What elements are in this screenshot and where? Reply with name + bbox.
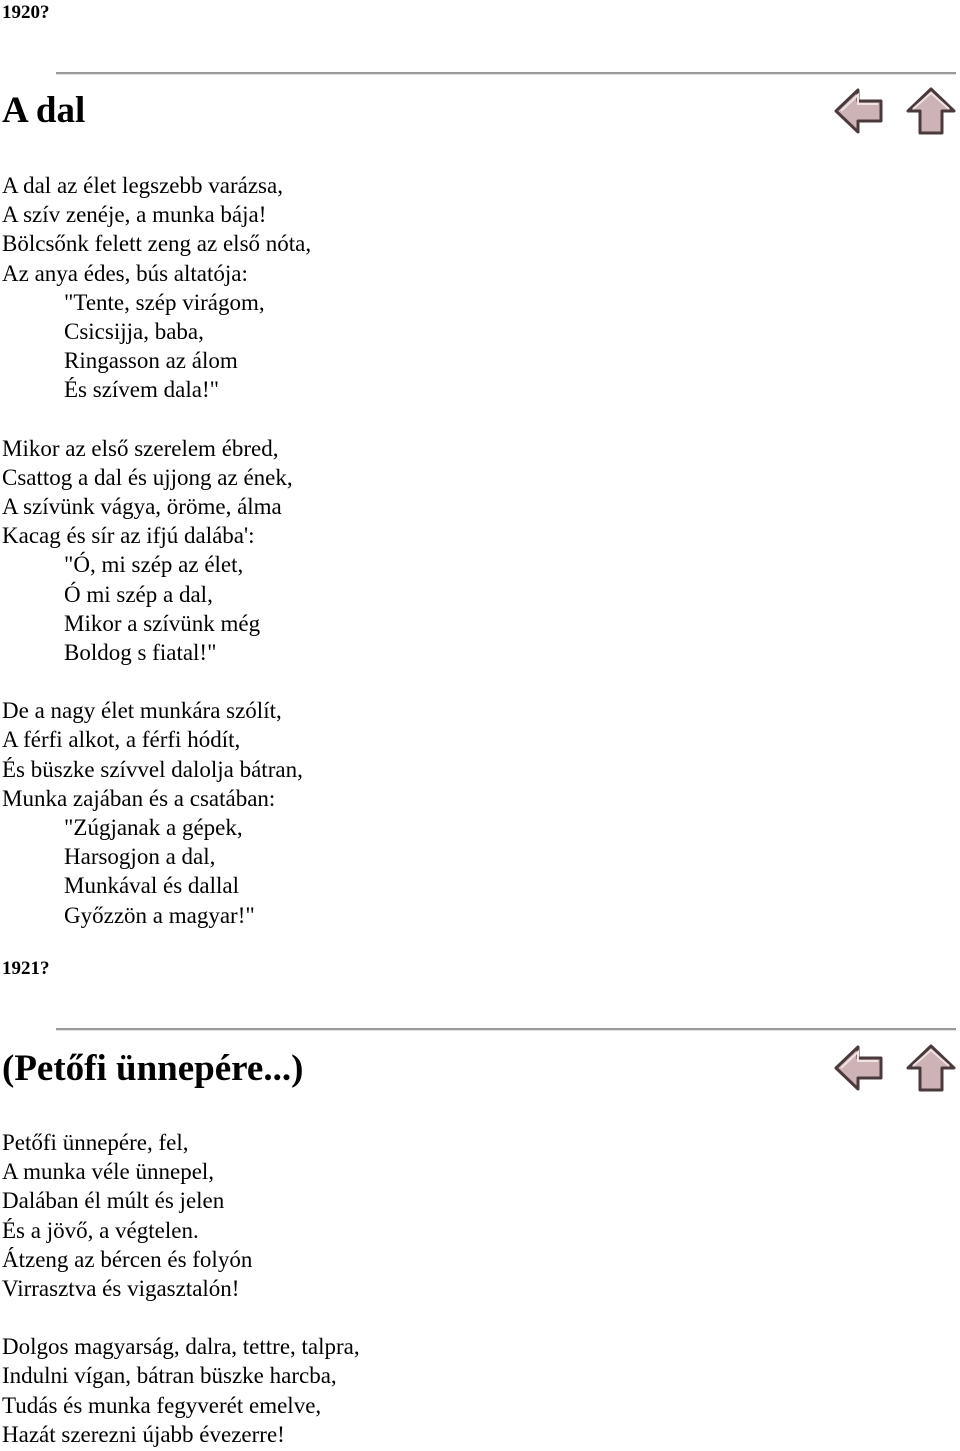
refrain-line: Győzzön a magyar!" [64, 902, 255, 928]
poem-title: A dal [2, 90, 86, 131]
poem-line: És büszke szívvel dalolja bátran, [2, 756, 303, 782]
poem-line: A szívünk vágya, öröme, álma [2, 494, 282, 520]
refrain-line: És szívem dala!" [64, 377, 220, 403]
nav-buttons [833, 86, 957, 136]
refrain-line: Csicsijja, baba, [64, 319, 204, 345]
up-arrow-icon [905, 1043, 957, 1093]
refrain-line: Ringasson az álom [64, 348, 238, 374]
poem-line: De a nagy élet munkára szólít, [2, 698, 282, 724]
poem-line: Indulni vígan, bátran büszke harcba, [2, 1363, 337, 1389]
refrain-line: "Tente, szép virágom, [64, 289, 265, 315]
poem-line: Petőfi ünnepére, fel, [2, 1130, 189, 1155]
poem-line: Dalában él múlt és jelen [2, 1188, 225, 1214]
stanza [2, 1128, 902, 1303]
poem-line: Átzeng az bércen és folyón [2, 1246, 253, 1272]
poem-line: A férfi alkot, a férfi hódít, [2, 727, 241, 753]
poem-date: 1920? [2, 2, 50, 23]
poem-line: A munka véle ünnepel, [2, 1159, 215, 1185]
poem-line: Kacag és sír az ifjú dalába': [2, 523, 255, 549]
refrain-line: "Ó, mi szép az élet, [64, 552, 244, 578]
poem-line: Bölcsőnk felett zeng az első nóta, [2, 231, 312, 257]
stanza [2, 1332, 902, 1449]
refrain-line: Munkával és dallal [64, 873, 240, 899]
poem-line: A dal az élet legszebb varázsa, [2, 173, 283, 198]
poem-line: Csattog a dal és ujjong az ének, [2, 464, 293, 490]
poem-line: És a jövő, a végtelen. [2, 1217, 199, 1243]
horizontal-rule [56, 72, 956, 75]
poem-date: 1921? [2, 958, 50, 979]
poem-body [2, 1128, 902, 1449]
poem-line: Mikor az első szerelem ébred, [2, 435, 279, 461]
poem-line: Virrasztva és vigasztalón! [2, 1276, 240, 1302]
up-arrow-icon [905, 86, 957, 136]
horizontal-rule [56, 1028, 956, 1031]
up-button[interactable] [905, 86, 957, 136]
poem-line: Hazát szerezni újabb évezerre! [2, 1421, 285, 1447]
refrain-line: Boldog s fiatal!" [64, 640, 217, 666]
back-button[interactable] [833, 86, 885, 136]
refrain-line: Mikor a szívünk még [64, 610, 261, 636]
poem-line: Munka zajában és a csatában: [2, 785, 276, 811]
refrain-line: "Zúgjanak a gépek, [64, 815, 243, 841]
left-arrow-icon [833, 86, 885, 136]
poem-line: Dolgos magyarság, dalra, tettre, talpra, [2, 1334, 360, 1360]
poem-line: Tudás és munka fegyverét emelve, [2, 1392, 322, 1418]
refrain-line: Ó mi szép a dal, [64, 581, 213, 607]
left-arrow-icon [833, 1043, 885, 1093]
poem-title: (Petőfi ünnepére...) [2, 1048, 304, 1089]
up-button[interactable] [905, 1043, 957, 1093]
stanza [2, 434, 902, 668]
stanza [2, 171, 902, 405]
stanza [2, 696, 902, 930]
poem-body [2, 171, 902, 930]
back-button[interactable] [833, 1043, 885, 1093]
poem-line: Az anya édes, bús altatója: [2, 260, 248, 286]
nav-buttons [833, 1043, 957, 1093]
refrain-line: Harsogjon a dal, [64, 844, 216, 870]
poem-line: A szív zenéje, a munka bája! [2, 202, 267, 228]
